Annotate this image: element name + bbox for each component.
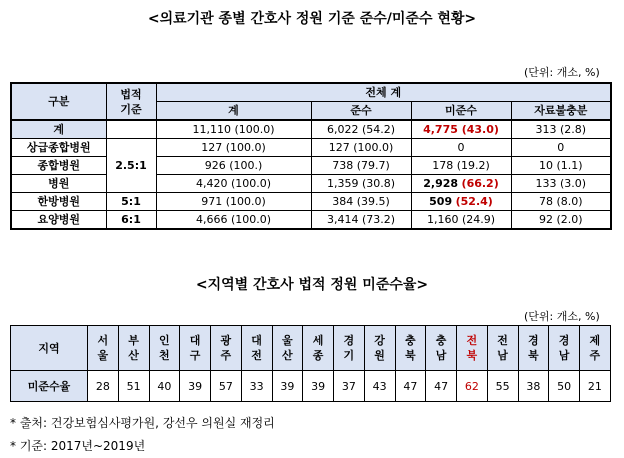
- region-name-line1: 전: [466, 334, 478, 347]
- total-cell: 926 (100.): [156, 157, 311, 175]
- table-row: [11, 157, 611, 175]
- noncomply-cell: [411, 193, 511, 211]
- region-rate-cell: 51: [118, 371, 149, 402]
- region-name-line1: 서: [97, 334, 109, 347]
- region-name-line1: 부: [128, 334, 139, 347]
- comply-cell: 6,022 (54.2): [311, 120, 411, 139]
- noncomply-count: 509: [429, 194, 453, 208]
- row-header-rate: 미준수율: [11, 371, 88, 402]
- region-name-line1: 제: [589, 334, 601, 347]
- region-rate-cell: 55: [487, 371, 518, 402]
- total-cell: 4,666 (100.0): [156, 211, 311, 230]
- region-name-line1: 대: [189, 334, 201, 347]
- legal-cell: 5:1: [106, 193, 156, 211]
- region-name-line2: 천: [159, 349, 170, 362]
- region-rate-cell: 40: [149, 371, 180, 402]
- region-header-cell: [88, 326, 119, 371]
- region-name-line1: 경: [343, 334, 355, 347]
- region-header-cell: [518, 326, 549, 371]
- region-header-cell: [149, 326, 180, 371]
- region-header-cell: [395, 326, 426, 371]
- insufficient-cell: 0: [511, 139, 611, 157]
- region-rate-cell: 50: [549, 371, 580, 402]
- table1-unit: (단위: 개소, %): [524, 66, 600, 79]
- region-name-line2: 주: [589, 349, 601, 362]
- region-header-cell: [580, 326, 611, 371]
- comply-cell: 384 (39.5): [311, 193, 411, 211]
- total-cell: 4,420 (100.0): [156, 175, 311, 193]
- region-name-line2: 주: [220, 349, 232, 362]
- noncomply-cell: 4,775 (43.0): [411, 120, 511, 139]
- region-header-cell: [549, 326, 580, 371]
- table-row: [11, 371, 611, 402]
- row-header-region: 지역: [11, 326, 88, 371]
- region-rate-cell: 28: [88, 371, 119, 402]
- table-row: [11, 211, 611, 230]
- comply-cell: 1,359 (30.8): [311, 175, 411, 193]
- insufficient-cell: 92 (2.0): [511, 211, 611, 230]
- region-name-line2: 북: [466, 349, 478, 362]
- region-name-line2: 원: [374, 349, 385, 362]
- region-name-line1: 전: [497, 334, 508, 347]
- region-rate-cell: 57: [211, 371, 242, 402]
- region-name-line1: 인: [159, 334, 170, 347]
- region-name-line2: 울: [97, 349, 109, 362]
- table2-unit: (단위: 개소, %): [524, 310, 600, 323]
- comply-cell: 127 (100.0): [311, 139, 411, 157]
- region-name-line2: 남: [558, 349, 570, 362]
- region-rate-cell: 33: [241, 371, 272, 402]
- table-row: [11, 175, 611, 193]
- noncomply-cell: 0: [411, 139, 511, 157]
- insufficient-cell: 10 (1.1): [511, 157, 611, 175]
- region-rate-cell: 21: [580, 371, 611, 402]
- noncomply-cell: 1,160 (24.9): [411, 211, 511, 230]
- legal-cell: 6:1: [106, 211, 156, 230]
- header-insufficient: 자료불충분: [511, 102, 611, 121]
- region-header-cell: [334, 326, 365, 371]
- comply-cell: 738 (79.7): [311, 157, 411, 175]
- table1-title: <의료기관 종별 간호사 정원 기준 준수/미준수 현황>: [147, 11, 477, 27]
- noncomply-count: 2,928: [423, 176, 459, 190]
- region-name-line1: 충: [405, 334, 416, 347]
- row-label: 한방병원: [11, 193, 106, 211]
- header-category: 구분: [11, 83, 106, 120]
- region-name-line2: 전: [251, 349, 262, 362]
- row-label: 요양병원: [11, 211, 106, 230]
- header-total-group: 전체 계: [156, 83, 611, 102]
- region-header-cell: [211, 326, 242, 371]
- region-rate-cell: 43: [364, 371, 395, 402]
- header-total: 계: [156, 102, 311, 121]
- region-header-cell: [241, 326, 272, 371]
- table-row: [11, 120, 611, 139]
- header-noncomply: 미준수: [411, 102, 511, 121]
- legal-cell: 2.5:1: [106, 139, 156, 193]
- region-name-line2: 남: [497, 349, 508, 362]
- table-row: [11, 326, 611, 371]
- region-header-cell: [426, 326, 457, 371]
- region-rate-cell: 62: [457, 371, 488, 402]
- region-name-line1: 대: [251, 334, 262, 347]
- region-name-line1: 충: [435, 334, 447, 347]
- row-label: 종합병원: [11, 157, 106, 175]
- region-name-line2: 종: [312, 349, 324, 362]
- insufficient-cell: 78 (8.0): [511, 193, 611, 211]
- regional-noncompliance-table: [10, 325, 611, 402]
- noncomply-rate: (66.2): [461, 176, 499, 190]
- region-name-line2: 산: [282, 349, 293, 362]
- region-name-line1: 세: [312, 334, 324, 347]
- table-row: [11, 139, 611, 157]
- header-legal-standard: 법적 기준: [106, 83, 156, 120]
- legal-cell: [106, 120, 156, 139]
- region-rate-cell: 39: [272, 371, 303, 402]
- noncomply-cell: 178 (19.2): [411, 157, 511, 175]
- noncomply-rate: (52.4): [455, 194, 493, 208]
- region-header-cell: [487, 326, 518, 371]
- region-rate-cell: 47: [395, 371, 426, 402]
- region-rate-cell: 47: [426, 371, 457, 402]
- region-header-cell: [272, 326, 303, 371]
- header-comply: 준수: [311, 102, 411, 121]
- region-name-line2: 기: [343, 349, 355, 362]
- region-name-line2: 남: [435, 349, 447, 362]
- region-name-line1: 강: [374, 334, 385, 347]
- total-cell: 127 (100.0): [156, 139, 311, 157]
- region-header-cell: [303, 326, 334, 371]
- source-note: * 출처: 건강보험심사평가원, 강선우 의원실 재정리: [10, 416, 275, 430]
- region-name-line1: 울: [282, 334, 293, 347]
- region-name-line1: 광: [220, 334, 232, 347]
- region-rate-cell: 38: [518, 371, 549, 402]
- row-label: 병원: [11, 175, 106, 193]
- staffing-compliance-table: [10, 82, 612, 230]
- region-rate-cell: 39: [180, 371, 211, 402]
- region-header-cell: [118, 326, 149, 371]
- region-name-line2: 북: [528, 349, 539, 362]
- region-name-line1: 경: [558, 334, 570, 347]
- noncomply-cell: [411, 175, 511, 193]
- table2-title: <지역별 간호사 법적 정원 미준수율>: [195, 277, 429, 293]
- region-header-cell: [457, 326, 488, 371]
- region-name-line2: 산: [128, 349, 139, 362]
- table-row: [11, 193, 611, 211]
- row-label: 상급종합병원: [11, 139, 106, 157]
- comply-cell: 3,414 (73.2): [311, 211, 411, 230]
- region-header-cell: [364, 326, 395, 371]
- region-rate-cell: 39: [303, 371, 334, 402]
- region-header-cell: [180, 326, 211, 371]
- region-name-line2: 구: [189, 349, 201, 362]
- region-name-line1: 경: [528, 334, 539, 347]
- insufficient-cell: 133 (3.0): [511, 175, 611, 193]
- period-note: * 기준: 2017년~2019년: [10, 439, 146, 453]
- region-rate-cell: 37: [334, 371, 365, 402]
- total-cell: 971 (100.0): [156, 193, 311, 211]
- region-name-line2: 북: [405, 349, 416, 362]
- row-label-total: 계: [11, 120, 106, 139]
- total-cell: 11,110 (100.0): [156, 120, 311, 139]
- insufficient-cell: 313 (2.8): [511, 120, 611, 139]
